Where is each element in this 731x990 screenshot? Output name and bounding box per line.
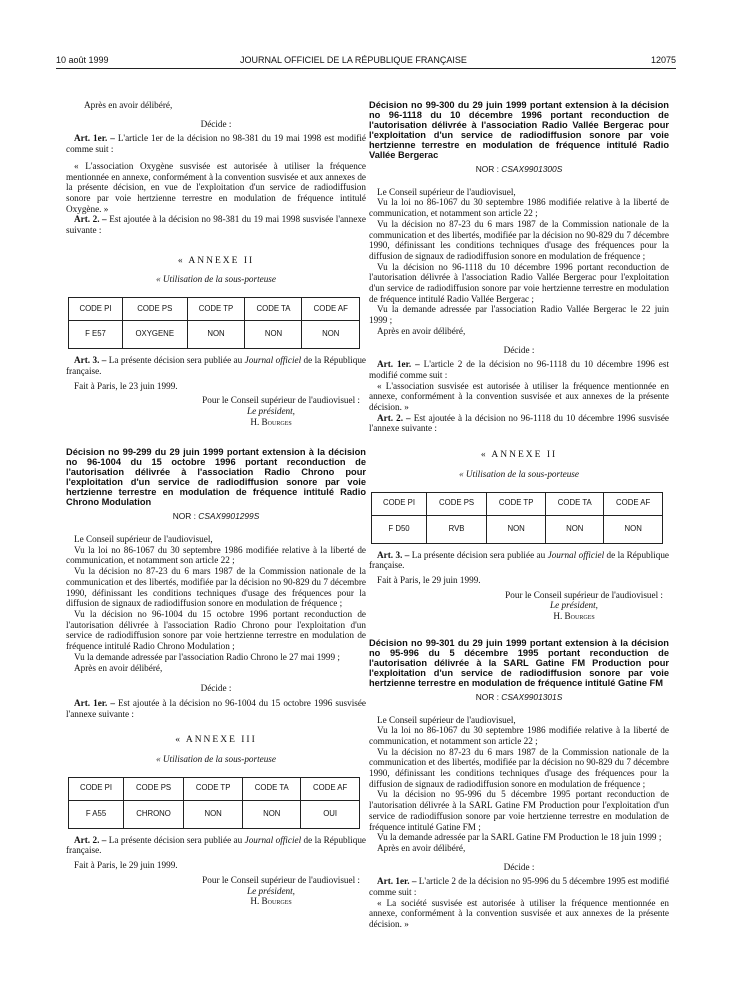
paragraph: Le Conseil supérieur de l'audiovisuel, [74,534,213,545]
table-header-cell: CODE AF [301,777,360,800]
article-1-text: L'article 2 de la décision no 95-996 du 5 décembre 1995 est modifié comme suit : [369,876,670,898]
table-header-row [69,298,360,321]
page-header [0,55,731,69]
table-cell: NON [302,321,360,349]
article-1-label: Art. 1er. – [74,697,115,708]
pour-le-conseil: Pour le Conseil supérieur de l'audiovisuel : [505,589,663,600]
table-header-cell: CODE TA [546,492,604,515]
paragraph: Vu la demande adressée par la SARL Gatine FM Production le 18 juin 1999 ; [377,832,662,843]
article-1-label: Art. 1er. – [74,133,115,144]
paragraph: Vu la décision no 96-1004 du 15 octobre 1996 portant reconduction de l'autorisation délivrée à l'association Radio Chrono pour l'exploitation d'un service de radiodiffusion sonore par voie hertzienne terrestre en modulation de fréquence intitulé Radio Chrono Modulation ; [66,608,366,652]
paragraph: Vu la décision no 87-23 du 6 mars 1987 de la Commission nationale de la communication et des libertés, modifiée par la décision no 90-829 du 7 décembre 1990, définissant les conditions techniques d'usage des fréquences pour la diffusion de signaux de radiodiffusion sonore en modulation de fréquence ; [369,746,669,789]
nor-reference [66,511,366,522]
article-3-text: La présente décision sera publiée au [108,355,245,366]
table-cell: NON [187,321,245,349]
decide: Décide : [200,683,232,694]
paragraph: Vu la décision no 87-23 du 6 mars 1987 de la Commission nationale de la communication et des libertés, modifiée par la décision no 90-829 du 7 décembre 1990, définissant les conditions techniques d'usage des fréquences pour la diffusion de signaux de radiodiffusion sonore en modulation de fréquence ; [369,218,669,261]
article-2 [66,835,366,856]
article-1-quote: « La société susvisée est autorisée à utiliser la fréquence mentionnée en annexe, conformément à la convention susvisée et aux annexes de la présente décision. » [369,897,669,930]
nor-code: CSAX9901300S [501,164,563,174]
article-3-text: La présente décision sera publiée au [411,549,548,560]
table-cell: OUI [301,800,360,828]
article-3-label: Art. 3. – [74,355,107,366]
paragraph: Le Conseil supérieur de l'audiovisuel, [377,714,516,725]
annex-table [68,777,360,829]
left-column [66,100,366,907]
table-cell: NON [243,800,301,828]
article-3-label: Art. 3. – [377,549,410,560]
article-1-text: Est ajoutée à la décision no 96-1004 du 15 octobre 1996 susvisée l'annexe suivante : [66,697,366,719]
table-row [69,321,360,349]
paragraph: Vu la demande adressée par l'association Radio Chrono le 27 mai 1999 ; [74,651,340,662]
annex-subtitle: « Utilisation de la sous-porteuse [156,754,276,765]
signature: H. Bourges [250,416,292,427]
annex-title: « ANNEXE II [177,255,255,266]
fait-a-paris: Fait à Paris, le 29 juin 1999. [377,574,481,585]
nor-label: NOR : [172,511,199,522]
article-3 [369,550,669,571]
article-1-text: L'article 1er de la décision no 98-381 du 19 mai 1998 est modifié comme suit : [66,133,366,155]
table-header-cell: CODE PI [372,492,427,515]
article-1-text: L'article 2 de la décision no 96-1118 du 10 décembre 1996 est modifié comme suit : [369,359,669,380]
article-2-label: Art. 2. – [74,214,107,225]
paragraph: Vu la demande adressée par l'association Radio Vallée Bergerac le 22 juin 1999 ; [369,304,669,326]
decision-title: Décision no 99-299 du 29 juin 1999 portant extension à la décision no 96-1004 du 15 octobre 1996 portant reconduction de l'autorisation délivrée à l'association Radio Chrono pour l'exploitation d'un service de radiodiffusion sonore par voie hertzienne terrestre en modulation de fréquence intitulé Radio Chrono Modulation [66,447,366,508]
table-header-row [69,777,360,800]
table-header-cell: CODE AF [604,492,663,515]
nor-label: NOR : [475,164,502,174]
article-1-quote: « L'association Oxygène susvisée est autorisée à utiliser la fréquence mentionnée en annexe, conformément à la convention susvisée et aux annexes de la présente décision, en vue de l'exploitation d'un service de radiodiffusion sonore par voie hertzienne terrestre en modulation de fréquence intitulé Oxygène. » [66,160,366,214]
article-2 [66,214,366,235]
table-cell: OXYGENE [122,321,187,349]
article-1 [66,698,366,719]
table-cell: NON [604,515,663,543]
decide: Décide : [503,861,535,872]
fait-a-paris: Fait à Paris, le 29 juin 1999. [74,860,178,871]
header-page-number: 12075 [650,55,676,65]
annex-title: « ANNEXE III [175,735,257,746]
table-cell: F D50 [372,515,427,543]
deliberation: Après en avoir délibéré, [74,662,163,673]
pour-le-conseil: Pour le Conseil supérieur de l'audiovisuel : [202,395,360,406]
annex-subtitle: « Utilisation de la sous-porteuse [156,274,276,285]
article-3 [66,355,366,376]
journal-name: Journal officiel [244,355,302,366]
decision-title: Décision no 99-300 du 29 juin 1999 portant extension à la décision no 96-1118 du 10 décembre 1996 portant reconduction de l'autorisation délivrée à l'association Radio Vallée Bergerac pour l'exploitation d'un service de radiodiffusion sonore par voie hertzienne terrestre en modulation de fréquence intitulé Radio Vallée Bergerac [369,100,669,160]
paragraph: Le Conseil supérieur de l'audiovisuel, [377,186,516,197]
article-2-label: Art. 2. – [377,412,411,423]
president-label: Le président, [247,405,295,416]
decide: Décide : [503,344,535,355]
paragraph: Vu la loi no 86-1067 du 30 septembre 1986 modifiée relative à la liberté de communication, et notamment son article 22 ; [369,725,669,746]
decision-title: Décision no 99-301 du 29 juin 1999 portant extension à la décision no 95-996 du 5 décembre 1995 portant reconduction de l'autorisation délivrée à la SARL Gatine FM Production pour l'exploitation d'un service de radiodiffusion sonore par voie hertzienne terrestre en modulation de fréquence intitulé Gatine FM [369,637,669,688]
paragraph: Vu la décision no 96-1118 du 10 décembre 1996 portant reconduction de l'autorisation délivrée à l'association Radio Vallée Bergerac pour l'exploitation d'un service de radiodiffusion sonore par voie hertzienne terrestre en modulation de fréquence intitulé Radio Vallée Bergerac ; [369,261,669,304]
table-row [69,800,360,828]
president-label: Le président, [247,885,295,896]
annex-title: « ANNEXE II [480,450,558,461]
table-header-cell: CODE AF [302,298,360,321]
article-2-text: Est ajoutée à la décision no 96-1118 du 10 décembre 1996 susvisée l'annexe suivante : [369,412,670,434]
article-2-text: Est ajoutée à la décision no 98-381 du 19 mai 1998 susvisée l'annexe suivante : [66,214,366,236]
article-1 [66,133,366,154]
header-rule [56,68,676,69]
table-header-cell: CODE PI [69,298,123,321]
table-header-cell: CODE TA [243,777,301,800]
decide: Décide : [200,118,232,129]
nor-reference [369,164,669,175]
nor-code: CSAX9901301S [501,691,563,702]
article-2-text-end: de la République française. [66,834,366,856]
table-cell: NON [184,800,243,828]
journal-name: Journal officiel [244,834,302,845]
table-header-cell: CODE TP [487,492,546,515]
pour-le-conseil: Pour le Conseil supérieur de l'audiovisuel : [202,874,360,885]
paragraph: Vu la décision no 95-996 du 5 décembre 1995 portant reconduction de l'autorisation délivrée à la SARL Gatine FM Production pour l'exploitation d'un service de radiodiffusion sonore par voie hertzienne terrestre en modulation de fréquence intitulé Gatine FM ; [369,789,669,832]
paragraph: Vu la loi no 86-1067 du 30 septembre 1986 modifiée relative à la liberté de communication, et notamment son article 22 ; [66,544,366,566]
nor-reference [369,692,669,703]
table-cell: NON [245,321,302,349]
article-1 [369,359,669,380]
table-header-cell: CODE PS [427,492,487,515]
article-1-label: Art. 1er. – [377,876,417,887]
annex-subtitle: « Utilisation de la sous-porteuse [459,468,579,479]
article-1 [369,876,669,897]
article-2 [369,413,669,434]
article-3-text-end: de la République française. [66,355,366,376]
deliberation: Après en avoir délibéré, [377,325,466,336]
deliberation: Après en avoir délibéré, [377,842,466,853]
table-cell: F A55 [69,800,124,828]
paragraph: Vu la loi no 86-1067 du 30 septembre 1986 modifiée relative à la liberté de communication, et notamment son article 22 ; [369,197,669,219]
table-header-cell: CODE PS [124,777,184,800]
annex-table [68,297,360,349]
article-1-quote: « L'association susvisée est autorisée à utiliser la fréquence mentionnée en annexe, conformément à la convention susvisée et aux annexes de la présente décision. » [369,380,669,413]
nor-code: CSAX9901299S [198,511,260,522]
nor-label: NOR : [475,691,502,702]
table-header-cell: CODE PI [69,777,124,800]
header-journal: JOURNAL OFFICIEL DE LA RÉPUBLIQUE FRANÇAISE [240,55,467,65]
table-header-cell: CODE PS [122,298,187,321]
table-cell: NON [546,515,604,543]
table-cell: RVB [427,515,487,543]
signature: H. Bourges [250,896,292,907]
table-header-cell: CODE TA [245,298,302,321]
journal-name: Journal officiel [547,549,605,560]
table-header-row [372,492,663,515]
table-row [372,515,663,543]
fait-a-paris: Fait à Paris, le 23 juin 1999. [74,380,178,391]
article-1-label: Art. 1er. – [377,359,420,370]
right-column [369,100,669,930]
table-header-cell: CODE TP [187,298,245,321]
article-3-text-end: de la République française. [369,549,669,571]
annex-table [371,492,663,544]
table-cell: CHRONO [124,800,184,828]
signature: H. Bourges [553,611,595,622]
article-2-label: Art. 2. – [74,834,107,845]
table-cell: NON [487,515,546,543]
header-date: 10 août 1999 [56,55,109,65]
president-label: Le président, [550,600,598,611]
table-header-cell: CODE TP [184,777,243,800]
deliberation: Après en avoir délibéré, [84,100,173,110]
paragraph: Vu la décision no 87-23 du 6 mars 1987 de la Commission nationale de la communication et des libertés, modifiée par la décision no 90-829 du 7 décembre 1990, définissant les conditions techniques d'usage des fréquences pour la diffusion de signaux de radiodiffusion sonore en modulation de fréquence ; [66,566,366,609]
article-2-text: La présente décision sera publiée au [108,834,245,845]
table-cell: F E57 [69,321,123,349]
